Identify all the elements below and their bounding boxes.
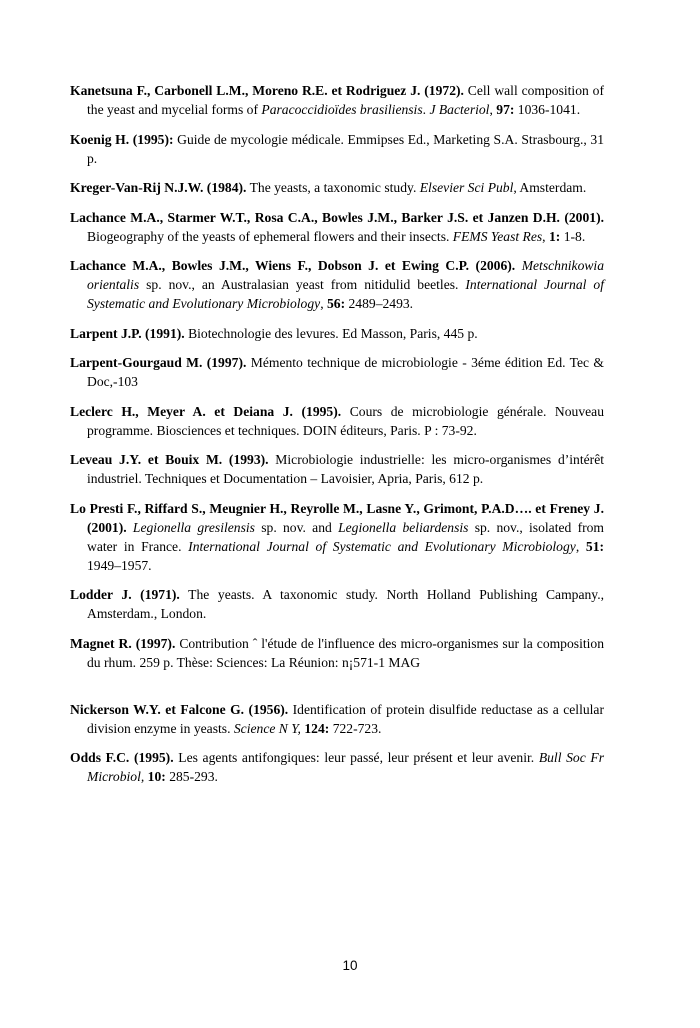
reference-italic-text: International Journal of Systematic and Evolutionary Microbiology	[188, 538, 576, 554]
reference-entry	[70, 402, 604, 440]
reference-author-year: Koenig H. (1995):	[70, 131, 174, 147]
reference-author-year: Lachance M.A., Bowles J.M., Wiens F., Dobson J. et Ewing C.P. (2006).	[70, 258, 516, 273]
reference-text: ,	[489, 102, 497, 117]
reference-text: 722-723.	[329, 720, 382, 736]
reference-text: 1949–1957.	[87, 557, 152, 573]
reference-text: ,	[575, 538, 586, 554]
reference-italic-text: Legionella beliardensis	[338, 519, 469, 535]
reference-author-year: Odds F.C. (1995).	[70, 750, 174, 765]
reference-author-year: Larpent J.P. (1991).	[70, 325, 185, 341]
reference-text: Microbiologie industrielle: les micro-organismes d’intérêt industriel. Techniques et Documentation – Lavoisier, Apria, Paris, 612 p.	[87, 452, 604, 486]
reference-author-year: 56:	[326, 296, 346, 311]
reference-text: sp. nov., isolated from water in France.	[87, 519, 604, 554]
reference-text: Cours de microbiologie générale. Nouveau programme. Biosciences et techniques. DOIN éditeurs, Paris. P : 73-92.	[87, 403, 604, 438]
page-number: 10	[342, 958, 358, 973]
reference-entry	[70, 178, 604, 197]
reference-author-year: Leveau J.Y. et Bouix M. (1993).	[70, 452, 269, 467]
reference-author-year: Lodder J. (1971).	[70, 587, 180, 602]
reference-text: sp. nov., an Australasian yeast from nitidulid beetles.	[139, 277, 466, 292]
reference-italic-text: FEMS Yeast Res	[452, 228, 543, 244]
reference-text: , Amsterdam.	[513, 180, 587, 195]
reference-text: Contribution ˆ l'étude de l'influence des micro-organismes sur la composition du rhum. 259 p. Thèse: Sciences: La Réunion: n¡571-1 MAG	[87, 635, 604, 670]
reference-author-year: Magnet R. (1997).	[70, 635, 176, 651]
reference-italic-text: International Journal of Systematic and Evolutionary Microbiology	[87, 277, 604, 311]
reference-author-year: Larpent-Gourgaud M. (1997).	[70, 355, 247, 370]
reference-author-year: 1:	[548, 228, 561, 244]
reference-author-year: 51:	[585, 538, 605, 554]
reference-author-year: Kreger-Van-Rij N.J.W. (1984).	[70, 180, 247, 195]
reference-author-year: Nickerson W.Y. et Falcone G. (1956).	[70, 701, 289, 717]
reference-entry	[70, 256, 604, 313]
reference-entry	[70, 324, 604, 343]
reference-author-year: Lachance M.A., Starmer W.T., Rosa C.A., Bowles J.M., Barker J.S. et Janzen D.H. (2001).	[70, 209, 604, 225]
reference-entry	[70, 634, 604, 672]
reference-text: Guide de mycologie médicale. Emmipses Ed., Marketing S.A. Strasbourg., 31 p.	[87, 131, 605, 166]
reference-italic-text: J Bacteriol	[429, 102, 490, 117]
reference-text: Cell wall composition of the yeast and mycelial forms of	[87, 83, 604, 117]
reference-list	[70, 81, 604, 797]
reference-text: Les agents antifongiques: leur passé, leur présent et leur avenir.	[173, 750, 539, 765]
reference-text: Biotechnologie des levures. Ed Masson, Paris, 445 p.	[184, 325, 478, 341]
reference-entry	[70, 499, 604, 575]
reference-text: .	[422, 102, 430, 117]
reference-italic-text: Metschnikowia orientalis	[87, 258, 605, 292]
reference-author-year: 97:	[496, 102, 515, 117]
reference-text: 2489–2493.	[345, 296, 414, 311]
reference-text: 285-293.	[165, 769, 218, 784]
reference-text: Identification of protein disulfide reductase as a cellular division enzyme in yeasts.	[87, 701, 604, 736]
reference-text: ,	[542, 228, 549, 244]
reference-text: 1-8.	[560, 228, 586, 244]
reference-entry	[70, 700, 604, 738]
reference-author-year: 10:	[147, 769, 166, 784]
reference-entry	[70, 585, 604, 623]
reference-italic-text: Legionella gresilensis	[132, 519, 255, 535]
reference-text: The yeasts. A taxonomic study. North Holland Publishing Campany., Amsterdam., London.	[87, 587, 605, 621]
reference-italic-text: Paracoccidioïdes brasiliensis	[261, 102, 423, 117]
reference-italic-text: Elsevier Sci Publ	[419, 180, 514, 195]
reference-author-year: Leclerc H., Meyer A. et Deiana J. (1995).	[70, 403, 342, 419]
reference-text: Biogeography of the yeasts of ephemeral flowers and their insects.	[87, 228, 453, 244]
reference-text: 1036-1041.	[514, 102, 581, 117]
reference-italic-text: Bull Soc Fr Microbiol,	[87, 750, 605, 784]
reference-entry	[70, 748, 604, 786]
reference-entry	[70, 353, 604, 391]
reference-author-year: 124:	[304, 720, 330, 736]
reference-text: ,	[320, 296, 327, 311]
reference-entry	[70, 81, 604, 119]
reference-entry	[70, 208, 604, 246]
reference-text: The yeasts, a taxonomic study.	[246, 180, 420, 195]
reference-entry	[70, 130, 604, 168]
reference-author-year: Kanetsuna F., Carbonell L.M., Moreno R.E. et Rodriguez J. (1972).	[70, 83, 464, 98]
reference-text: sp. nov. and	[254, 519, 339, 535]
reference-text: Mémento technique de microbiologie - 3éme édition Ed. Tec & Doc,-103	[87, 355, 605, 389]
reference-author-year: Lo Presti F., Riffard S., Meugnier H., Reyrolle M., Lasne Y., Grimont, P.A.D…. et Freney J. (2001).	[70, 500, 604, 535]
reference-entry	[70, 450, 604, 488]
reference-italic-text: Science N Y,	[233, 720, 301, 736]
